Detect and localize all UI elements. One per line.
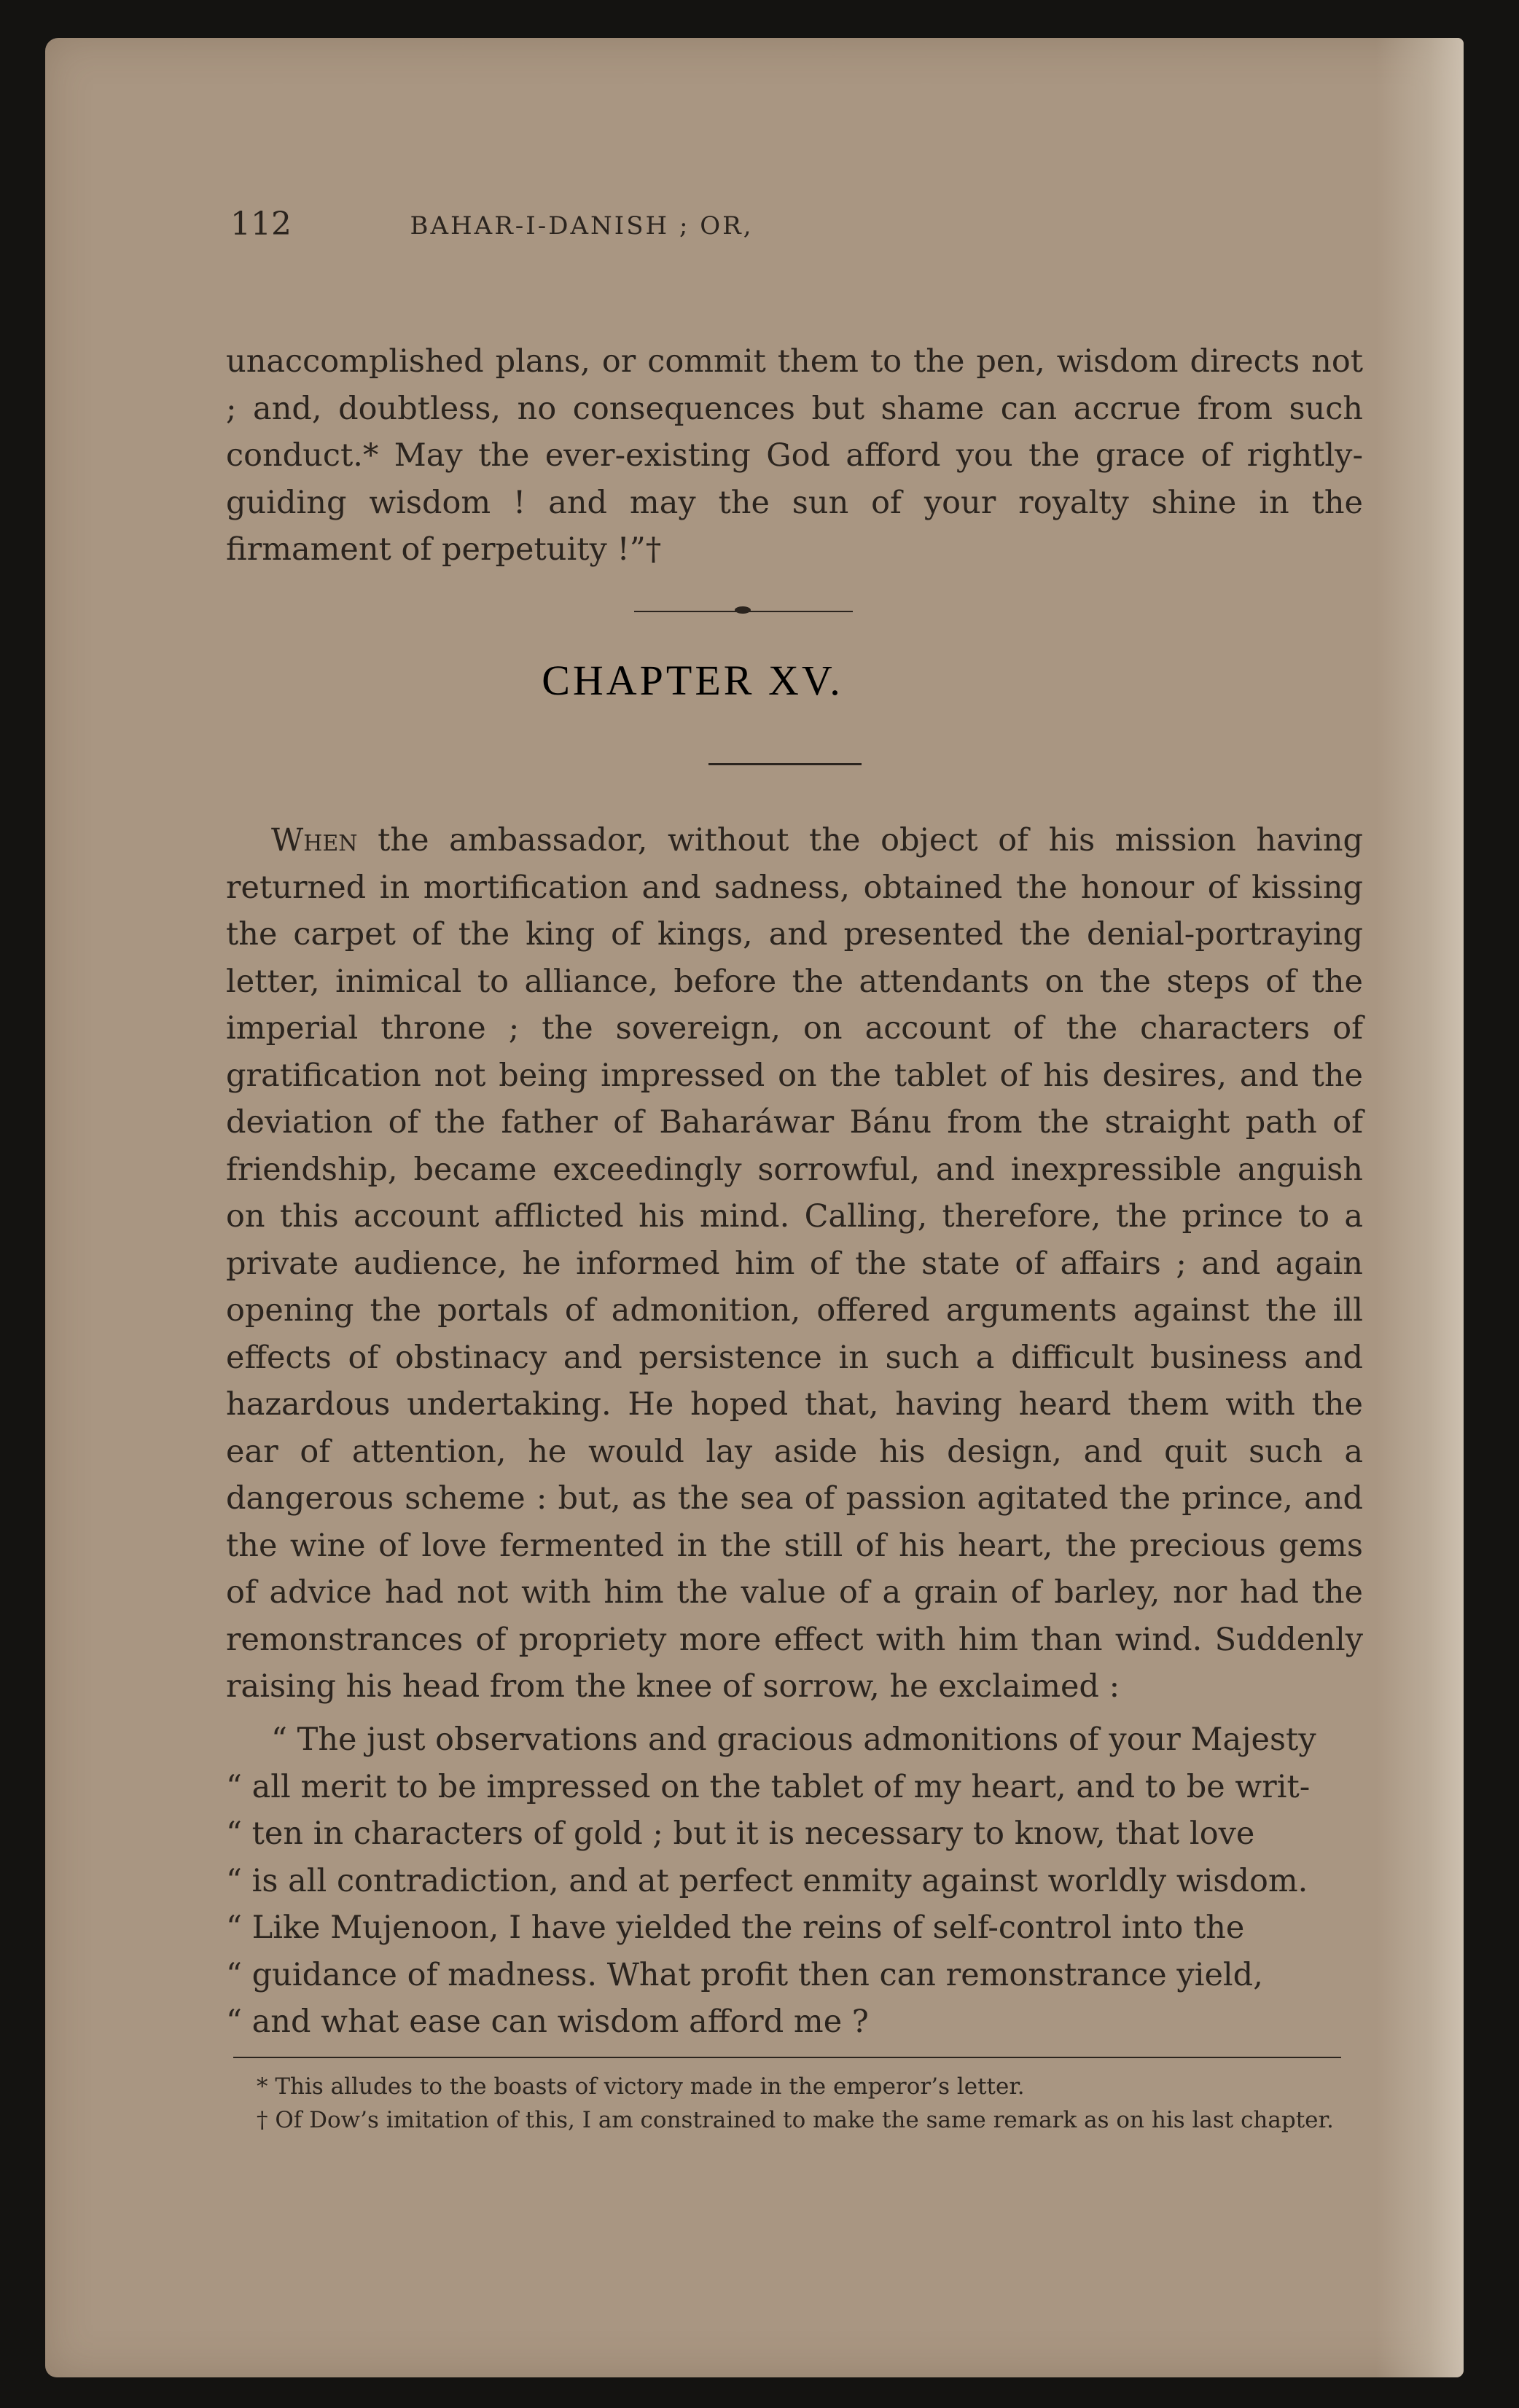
intro-paragraph-text: unaccomplished plans, or commit them to the pen, wisdom directs not ; and, doubtless, no consequences but shame can accrue from such conduct.* May the ever-existing God afford you the grace of rightly-guiding wisdom ! and may the sun of your royalty shine in the firmament of perpetuity !”† xyxy=(226,343,1363,568)
main-paragraph xyxy=(226,817,1363,1711)
speech-line: “ ten in characters of gold ; but it is necessary to know, that love xyxy=(226,1815,1255,1852)
intro-paragraph xyxy=(226,338,1363,574)
running-title: BAHAR-I-DANISH ; OR, xyxy=(410,211,754,241)
main-paragraph-body xyxy=(226,817,1363,1711)
main-paragraph-text: the ambassador, without the object of his mission having returned in mortification and sadness, obtained the honour of kissing the carpet of the king of kings, and presented the denial-portraying letter, inimical to alliance, before the attendants on the steps of the imperial throne ; the sovereign, on account of the characters of gratification not being impressed on the tablet of his desires, and the deviation of the father of Baharáwar Bánu from the straight path of friendship, became exceedingly sorrowful, and inexpressible anguish on this account afflicted his mind. Calling, therefore, the prince to a private audience, he informed him of the state of affairs ; and again opening the portals of admonition, offered arguments against the ill effects of obstinacy and persistence in such a difficult business and hazardous undertaking. He hoped that, having heard them with the ear of attention, he would lay aside his design, and quit such a dangerous scheme : but, as the sea of passion agitated the prince, and the wine of love fermented in the still of his heart, the precious gems of advice had not with him the value of a grain of barley, nor had the remonstrances of propriety more effect with him than wind. Suddenly raising his head from the knee of sorrow, he exclaimed : xyxy=(226,822,1363,1705)
chapter-ornament-center xyxy=(735,606,751,614)
chapter-heading: CHAPTER XV. xyxy=(542,657,843,704)
footnotes xyxy=(224,2070,1354,2137)
speech-line: “ all merit to be impressed on the tablet of my heart, and to be writ- xyxy=(226,1768,1311,1805)
lead-word: When xyxy=(271,822,358,859)
torn-page-edge xyxy=(1376,38,1464,2377)
footnote: † Of Dow’s imitation of this, I am constrained to make the same remark as on his last chapter. xyxy=(257,2107,1334,2133)
footnote: * This alludes to the boasts of victory made in the emperor’s letter. xyxy=(257,2073,1025,2100)
chapter-underline-rule xyxy=(708,763,862,765)
speech-line: “ guidance of madness. What profit then can remonstrance yield, xyxy=(226,1956,1263,1993)
quoted-speech xyxy=(226,1716,1363,2046)
running-head xyxy=(181,206,1366,249)
footnote-divider xyxy=(233,2057,1341,2058)
speech-line: “ and what ease can wisdom afford me ? xyxy=(226,2004,869,2040)
speech-line: “ Like Mujenoon, I have yielded the reins of self-control into the xyxy=(226,1909,1245,1946)
speech-line: “ is all contradiction, and at perfect enmity against worldly wisdom. xyxy=(226,1862,1308,1899)
speech-line: “ The just observations and gracious admonitions of your Majesty xyxy=(271,1721,1316,1758)
page-number: 112 xyxy=(230,206,292,243)
